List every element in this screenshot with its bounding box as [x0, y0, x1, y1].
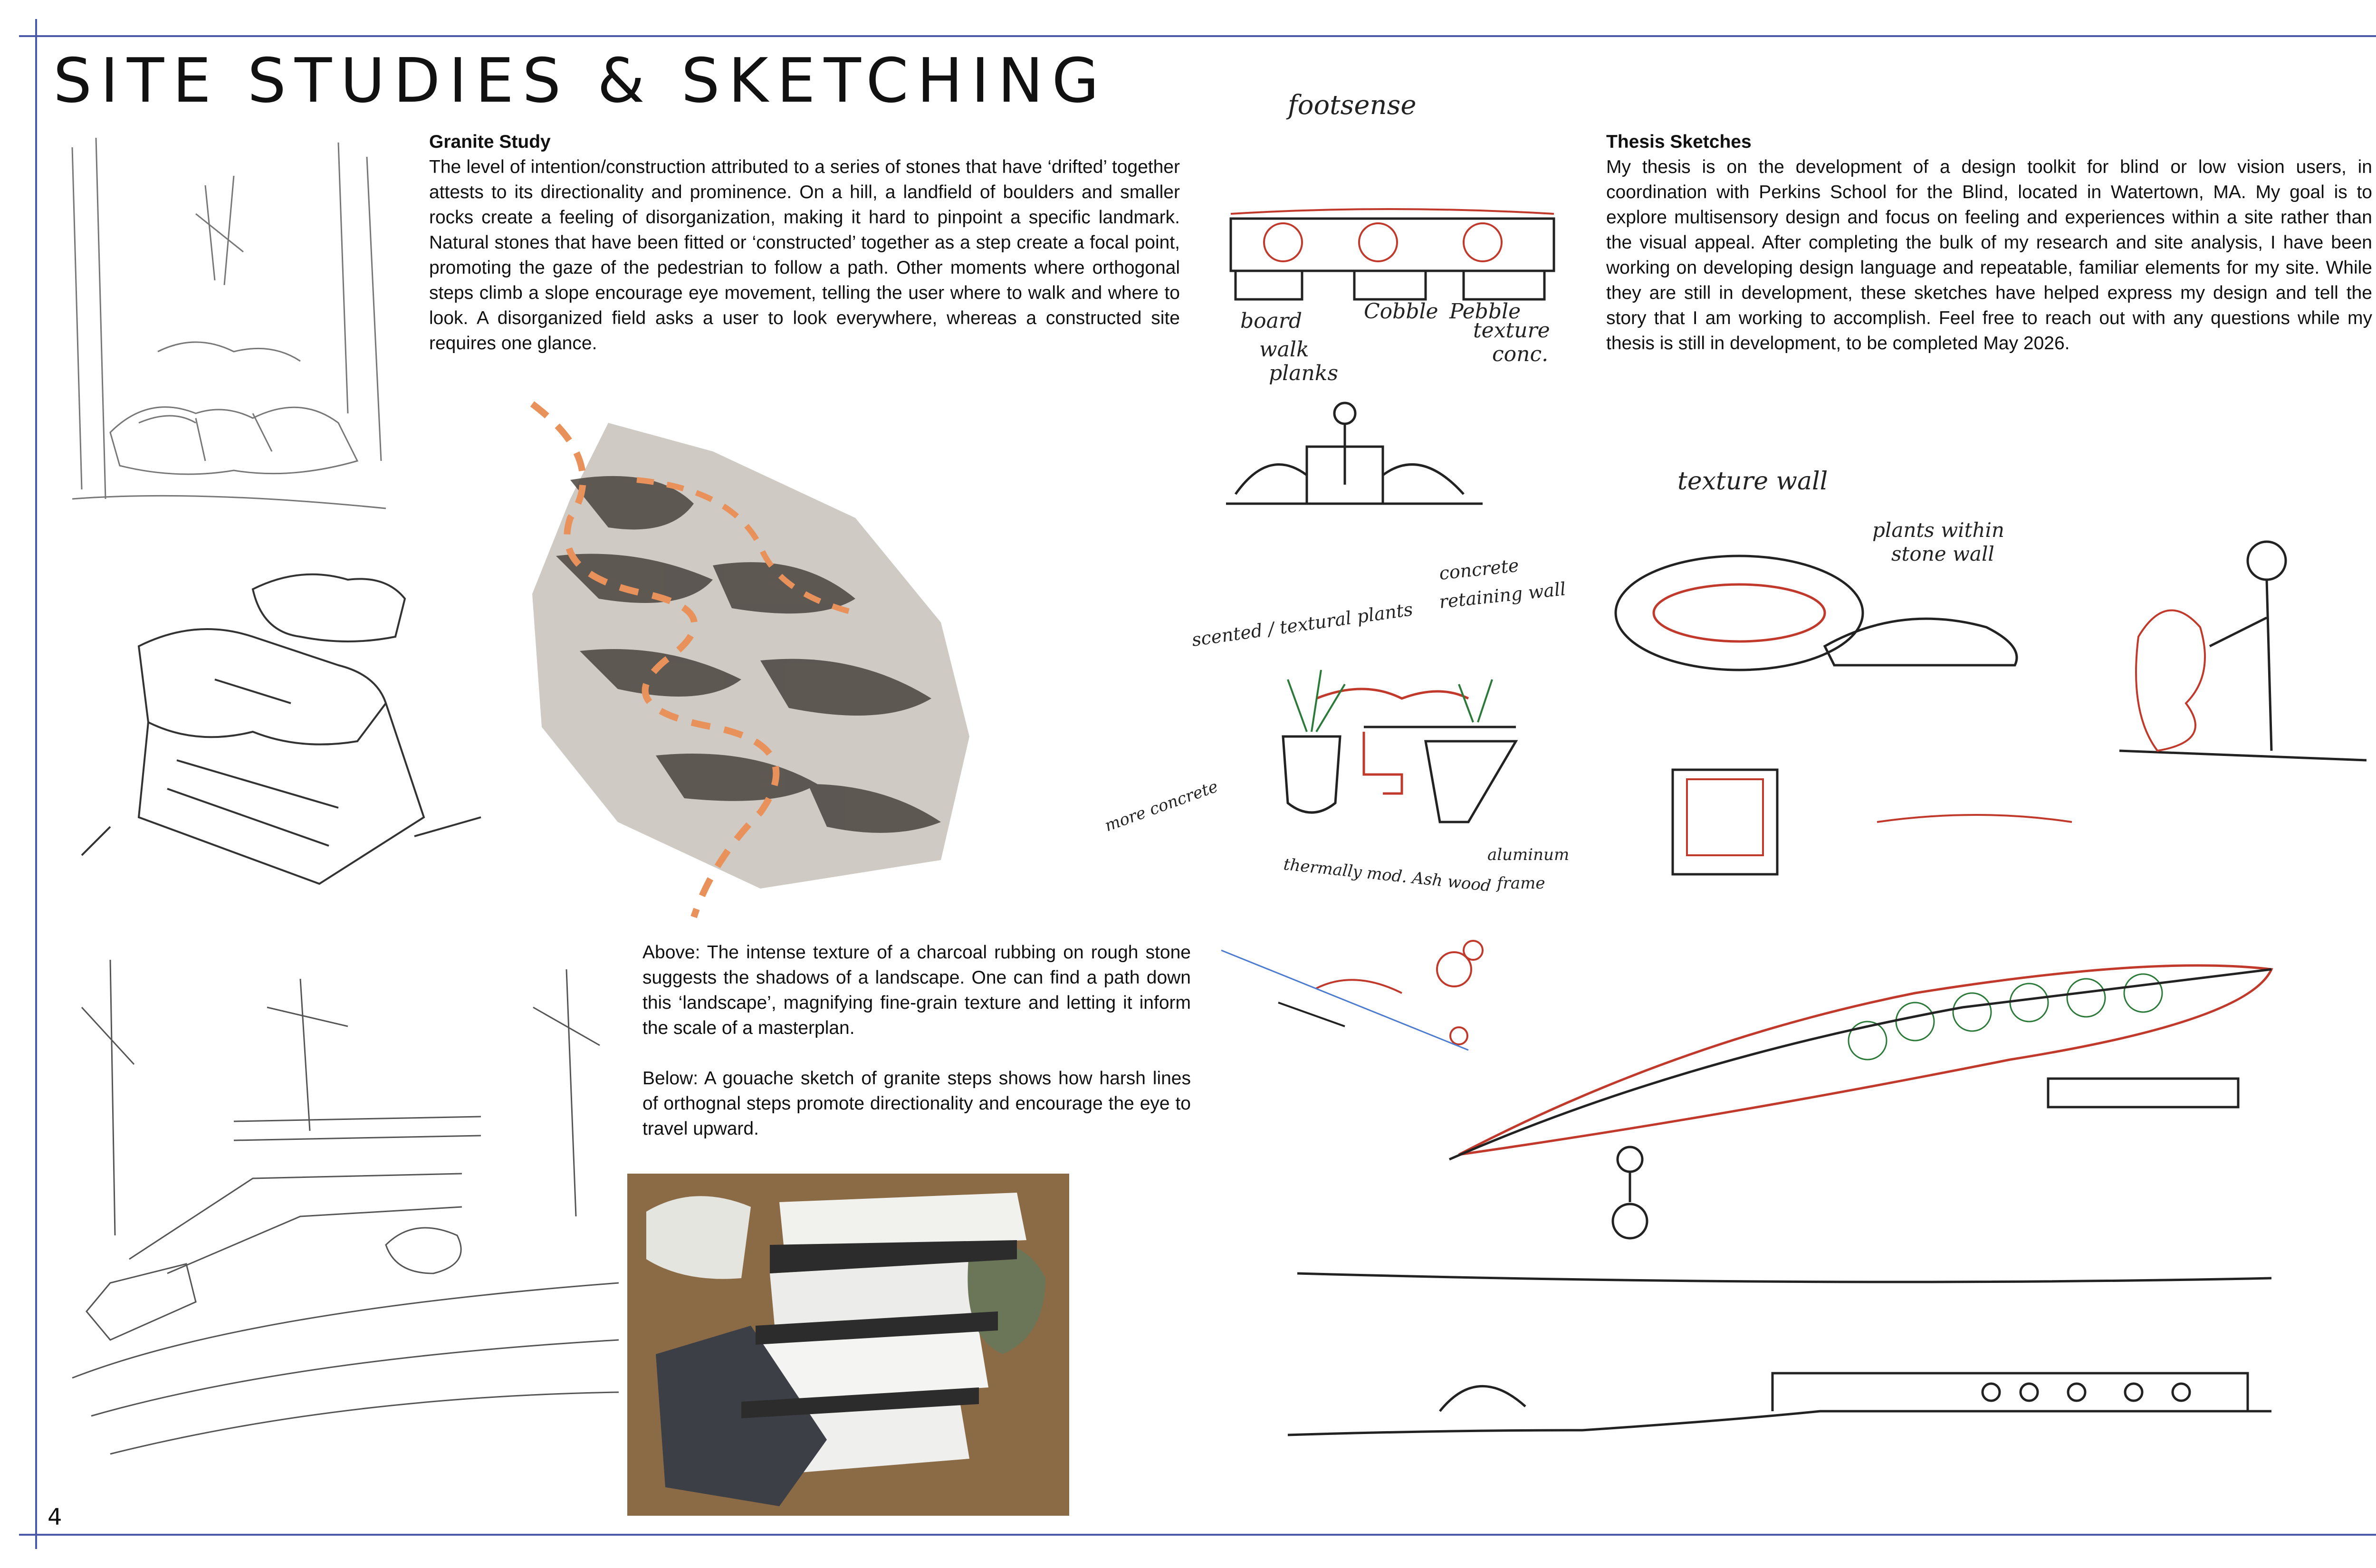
cobble-label: Cobble: [1364, 299, 1438, 324]
thesis-sketches-body: My thesis is on the development of a design toolkit for blind or low vision users, in coordination with Perkins School for the Blind, located in Watertown, MA. My goal is to explore multisensory design and focus on feeling and experiences within a site rather than the visual appeal. After completing the bulk of my research and site analysis, I have been working on developing design language and repeatable, familiar elements for my site. While they are still in development, these sketches have helped express my design and tell the story that I am working to accomplish. Feel free to reach out with any questions while my thesis is still in development, to be completed May 2026.: [1606, 157, 2372, 354]
plants-within-label: plants within: [1872, 518, 2004, 542]
granite-study-block: [429, 129, 1180, 356]
planks-label: planks: [1269, 361, 1339, 385]
granite-study-body: The level of intention/construction attributed to a series of stones that have ‘drifted’ together attests to its directionality and prominence. On a hill, a landfield of boulders and smaller rocks create a feeling of disorganization, making it hard to pinpoint a specific landmark. Natural stones that have been fitted or ‘constructed’ together as a step create a focal point, promoting the gaze of the pedestrian to follow a path. Other moments where orthogonal steps climb a slope encourage eye movement, telling the user where to walk and where to look. A disorganized field asks a user to look everywhere, whereas a constructed site requires one glance.: [429, 157, 1180, 354]
footsense-label: footsense: [1288, 90, 1417, 121]
charcoal-rubbing: [513, 394, 998, 931]
charcoal-rubbing-drawing: [513, 394, 998, 931]
footsense-drawing: [1198, 67, 1592, 527]
crop-line-top: [19, 35, 2376, 37]
thesis-sketches-block: [1606, 129, 2372, 356]
stone-step-drawing: [53, 523, 514, 903]
conc-label: conc.: [1492, 342, 1549, 366]
footsense-sketch: [1198, 67, 1592, 527]
landform-bench-sketch: [1250, 917, 2300, 1516]
boulder-forest-drawing: [53, 128, 405, 527]
scented-plants-label: scented / textural plants: [1190, 599, 1414, 650]
crop-line-bottom: [19, 1534, 2376, 1536]
stone-step-sketch: [53, 523, 514, 903]
texture-caption-block: [642, 940, 1191, 1166]
thesis-sketches-heading: Thesis Sketches: [1606, 132, 1752, 152]
texture-wall-sketch: [1597, 447, 2376, 950]
retaining-wall-drawing: [1098, 527, 1597, 941]
landscape-pencil-sketch: [53, 950, 619, 1487]
texture-wall-label: texture wall: [1677, 467, 1828, 496]
retaining-wall-sketch: [1098, 527, 1597, 941]
landform-bench-drawing: [1250, 917, 2300, 1516]
landscape-pencil-drawing: [53, 950, 619, 1487]
gouache-steps: [627, 1174, 1069, 1516]
more-concrete-label: more concrete: [1102, 777, 1221, 836]
stone-wall-label: stone wall: [1891, 542, 1994, 565]
page-number: 4: [48, 1504, 62, 1530]
texture-label: texture: [1473, 318, 1550, 343]
caption-above: Above: The intense texture of a charcoal rubbing on rough stone suggests the shadows of a landscape. One can find a path down this ‘landscape’, magnifying fine-grain texture and letting it inform the scale of a masterplan.: [642, 942, 1191, 1038]
walk-label: walk: [1259, 337, 1309, 362]
crop-line-left: [35, 19, 37, 1549]
boulder-forest-sketch: [53, 128, 405, 527]
thermally-ash-label: thermally mod. Ash wood: [1283, 855, 1492, 896]
aluminum-label: aluminum: [1487, 845, 1570, 864]
granite-study-heading: Granite Study: [429, 132, 551, 152]
gouache-steps-drawing: [627, 1174, 1069, 1516]
retaining-wall-label: retaining wall: [1438, 578, 1567, 612]
concrete-label: concrete: [1438, 555, 1520, 584]
page-title: SITE STUDIES & SKETCHING: [53, 46, 1108, 116]
pebble-label: Pebble: [1449, 299, 1521, 324]
texture-wall-drawing: [1597, 447, 2376, 950]
frame-label: frame: [1497, 874, 1545, 893]
caption-below: Below: A gouache sketch of granite steps shows how harsh lines of orthognal steps promote directionality and encourage the eye to travel upward.: [642, 1068, 1191, 1139]
board-label: board: [1240, 309, 1303, 333]
